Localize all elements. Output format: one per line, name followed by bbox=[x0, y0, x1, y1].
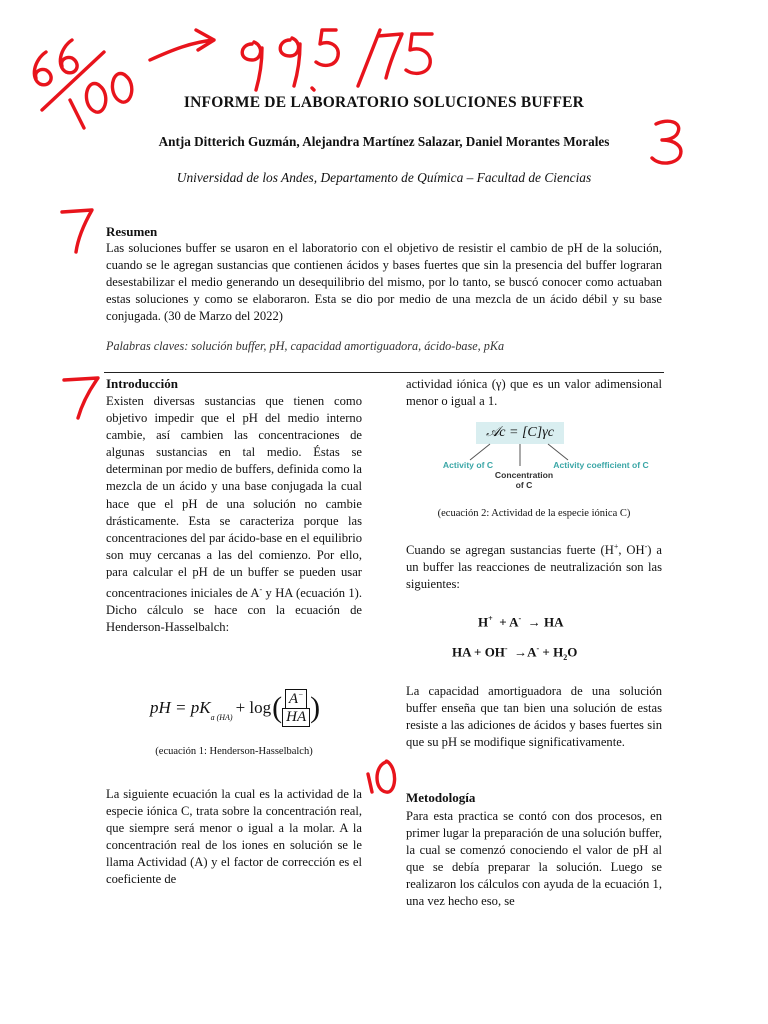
r1-b: + A bbox=[499, 614, 519, 630]
p3-tail: ) a un buffer las reacciones de neutralización son las siguientes: bbox=[406, 543, 662, 592]
r2-a: HA + OH bbox=[452, 644, 505, 660]
r2-a-sup: - bbox=[504, 644, 508, 653]
ink-arrow bbox=[150, 30, 214, 60]
intro-paragraph-3 bbox=[406, 538, 662, 593]
henderson-hasselbalch-equation: pH = pK a (HA) + log ( A− HA ) bbox=[150, 689, 321, 726]
ink-mark-intro bbox=[64, 378, 98, 418]
p3-text: Cuando se agregan sustancias fuerte (H bbox=[406, 543, 614, 558]
r1-a: H bbox=[478, 614, 489, 630]
r2-c-sub: 2 bbox=[563, 652, 568, 662]
p3-mid: , OH bbox=[618, 543, 645, 558]
activity-equation-figure bbox=[440, 412, 650, 502]
abstract-text: Las soluciones buffer se usaron en el laboratorio con el objetivo de resistir el cambio de pH de la solución, cuando se le agregan sustancias que contienen ácidos y bases fuertes que sin la presencia del buffer lograran desestabilizar el medio generando un desequilibrio del mismo, por lo tanto, se buscó conocer como actuaban estas soluciones y como se elaboraron. Esta se dio por medio de una mezcla de un ácido débil y su base conjugada. (30 de Marzo del 2022) bbox=[106, 241, 662, 323]
eq1-num-sup: − bbox=[298, 689, 304, 699]
paper-authors: Antja Ditterich Guzmán, Alejandra Martínez Salazar, Daniel Morantes Morales bbox=[158, 134, 610, 149]
methods-paragraph: Para esta practica se contó con dos procesos, en primer lugar la preparación de una solución buffer, la cual se comenzó conociendo el valor de pH al que se debía preparar la solución. Luego se realizaron los cálculos con ayuda de la ecuación 1, una vez hecho eso, se bbox=[406, 809, 662, 909]
r2-d: O bbox=[567, 644, 578, 660]
r1-b-sup: - bbox=[518, 614, 522, 623]
eq1-caption: (ecuación 1: Henderson-Hasselbalch) bbox=[155, 746, 313, 757]
methods-heading: Metodología bbox=[406, 790, 476, 805]
eq1-denominator: HA bbox=[282, 709, 310, 727]
p3-sup2: - bbox=[644, 542, 648, 551]
paper-title: INFORME DE LABORATORIO SOLUCIONES BUFFER bbox=[183, 94, 585, 111]
abstract-heading: Resumen bbox=[106, 224, 158, 239]
keywords: Palabras claves: solución buffer, pH, capacidad amortiguadora, ácido-base, pKa bbox=[106, 339, 505, 353]
eq2-formula: 𝒜c = [C]γc bbox=[476, 422, 564, 444]
p3-sup1: + bbox=[613, 542, 619, 551]
intro-paragraph-2: La siguiente ecuación la cual es la actividad de la especie iónica C, trata sobre la concentración real, que siempre será menor o igual a la molar. A la concentración real de los iones en solución se le llama Actividad (A) y el factor de corrección es el coeficiente de bbox=[106, 787, 362, 887]
intro-right-continuation: actividad iónica (γ) que es un valor adimensional menor o igual a 1. bbox=[406, 377, 662, 409]
intro-paragraph-1 bbox=[106, 393, 362, 637]
eq1-sub: a (HA) bbox=[210, 713, 233, 722]
paper-affiliation: Universidad de los Andes, Departamento de Química – Facultad de Ciencias bbox=[176, 170, 592, 185]
r2-b: →A bbox=[514, 644, 537, 660]
eq2-caption: (ecuación 2: Actividad de la especie iónica C) bbox=[437, 508, 631, 519]
intro-p1-tail: y HA (ecuación 1). Dicho cálculo se hace con la ecuación de Henderson-Hasselbalch: bbox=[106, 586, 363, 635]
intro-heading: Introducción bbox=[106, 376, 178, 391]
eq1-lhs: pH = pK bbox=[150, 698, 211, 717]
r1-c: → HA bbox=[527, 614, 564, 630]
eq2-label-concentration: Concentration of C bbox=[494, 470, 554, 490]
intro-p1-sup: - bbox=[259, 585, 263, 595]
ink-mark-abstract bbox=[62, 210, 92, 252]
eq2-label-coefficient: Activity coefficient of C bbox=[553, 460, 649, 470]
r1-a-sup: + bbox=[488, 614, 493, 623]
reaction-1 bbox=[478, 614, 563, 630]
eq2-label-activity: Activity of C bbox=[442, 460, 494, 470]
ink-score-old-numerator bbox=[34, 40, 77, 85]
reaction-2 bbox=[452, 644, 577, 662]
eq1-log: + log bbox=[235, 698, 272, 717]
eq1-numerator: A bbox=[288, 690, 299, 707]
intro-p1-text: Existen diversas sustancias que tienen como objetivo impedir que el pH del medio interno cambie, así cambien las concentraciones de algunas sustancias en tal medio. Éstas se determinan por medio de buffers, definida como la mezcla de un ácido y una base conjugada la cual hace que el pH de una solución no cambie drásticamente. Esta se caracteriza porque las concentraciones del par ácido-base en el equilibrio son muy cercanas a las del comienzo. Por ello, para calcular el pH de un buffer se pueden usar concentraciones iniciales de A bbox=[106, 394, 362, 601]
ink-score-new bbox=[242, 30, 432, 90]
ink-mark-figure bbox=[368, 761, 395, 792]
section-divider bbox=[104, 372, 664, 373]
intro-paragraph-4: La capacidad amortiguadora de una solución buffer enseña que tan bien una solución de estas resiste a las adiciones de ácidos y bases fuertes sin que su pH se modifique significativamente. bbox=[406, 684, 662, 750]
r2-b-sup: - bbox=[536, 644, 540, 653]
r2-c: + H bbox=[542, 644, 564, 660]
